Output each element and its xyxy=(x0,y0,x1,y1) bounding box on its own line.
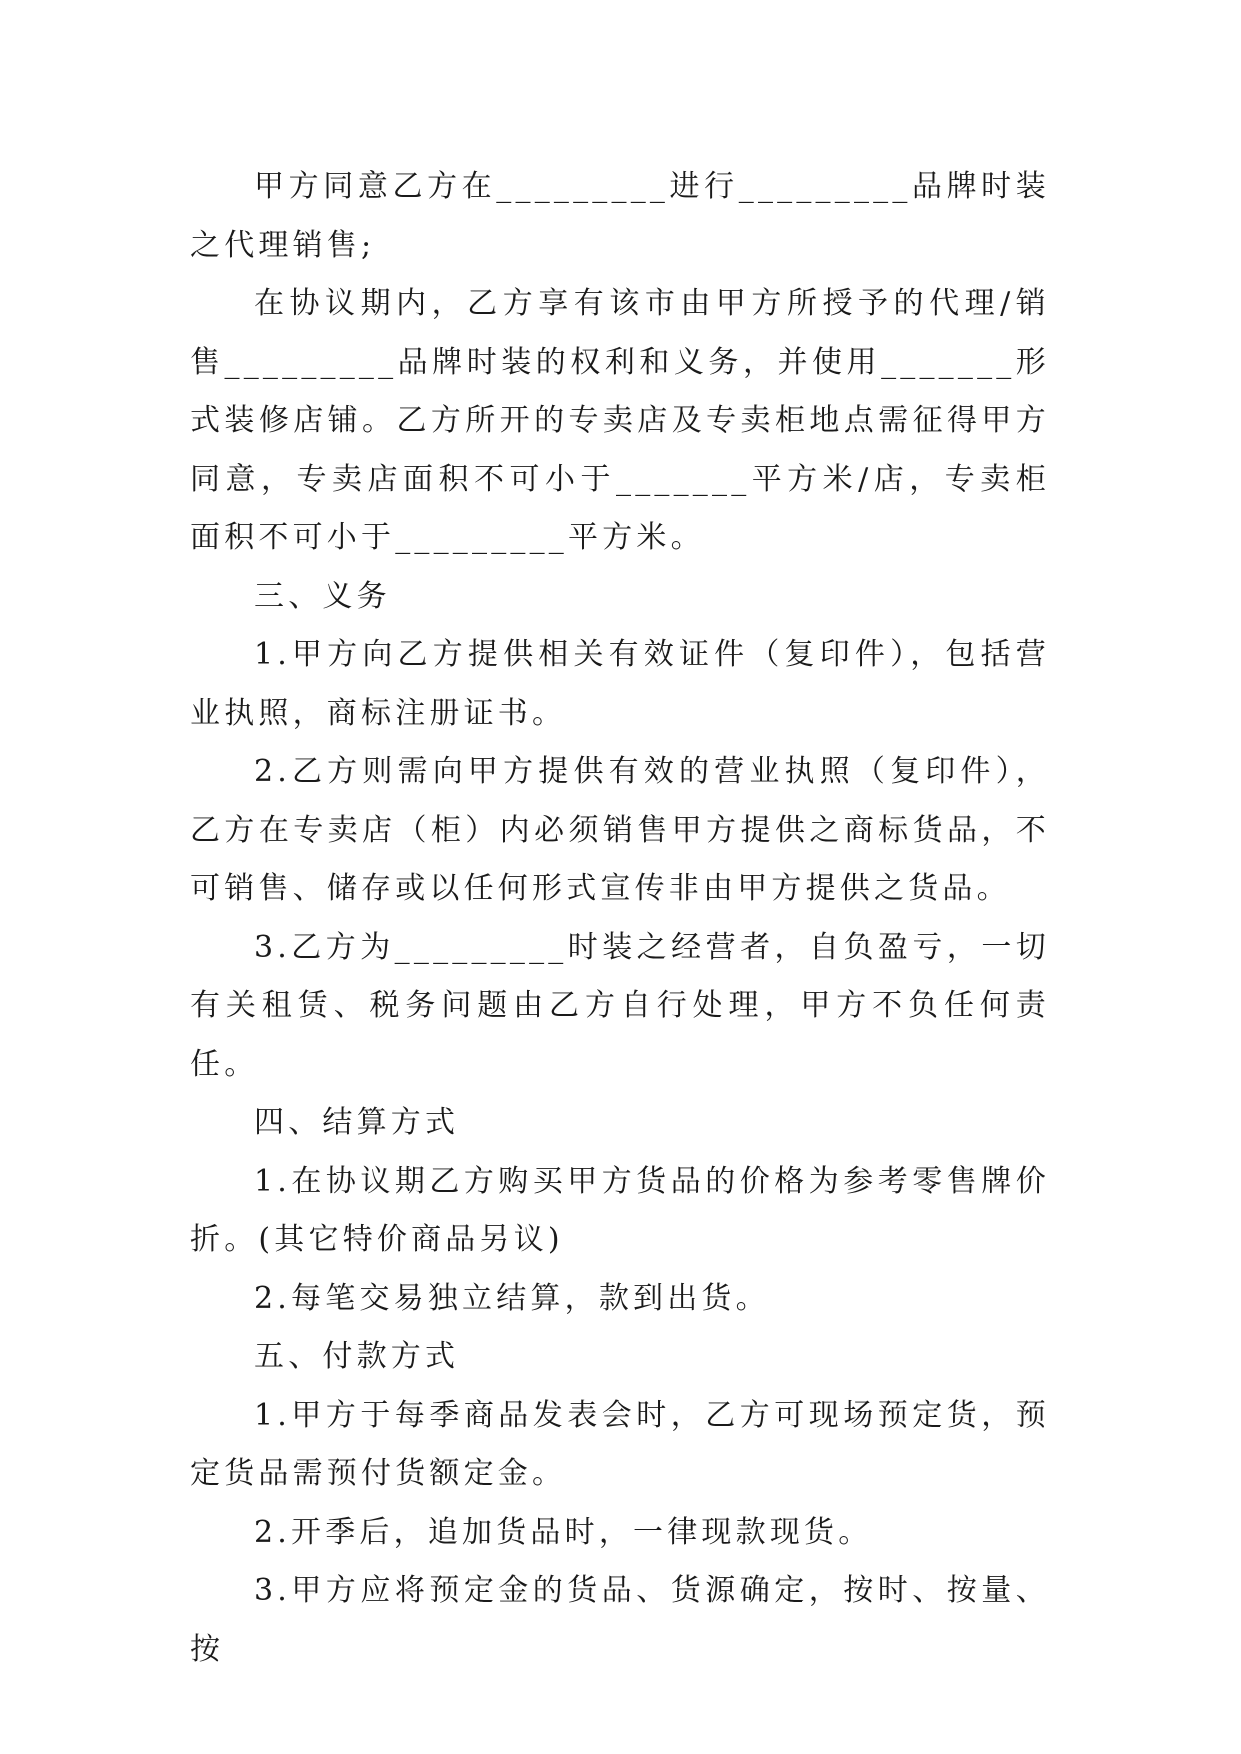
section-heading-settlement: 四、结算方式 xyxy=(254,1105,460,1140)
paragraph-payment-1: 1.甲方于每季商品发表会时，乙方可现场预定货，预定货品需预付货额定金。 xyxy=(190,1397,1050,1491)
paragraph-obligation-2: 2.乙方则需向甲方提供有效的营业执照（复印件），乙方在专卖店（柜）内必须销售甲方提供之商标货品，不可销售、储存或以任何形式宣传非由甲方提供之货品。 xyxy=(190,754,1050,906)
paragraph-obligation-3: 3.乙方为_________时装之经营者，自负盈亏，一切有关租赁、税务问题由乙方自行处理，甲方不负任何责任。 xyxy=(190,929,1050,1082)
paragraph-settlement-1: 1.在协议期乙方购买甲方货品的价格为参考零售牌价折。(其它特价商品另议) xyxy=(190,1163,1050,1257)
paragraph-settlement-2: 2.每笔交易独立结算，款到出货。 xyxy=(254,1280,770,1316)
paragraph-payment-3: 3.甲方应将预定金的货品、货源确定，按时、按量、按 xyxy=(190,1573,1050,1667)
paragraph-agency-rights: 在协议期内，乙方享有该市由甲方所授予的代理/销售_________品牌时装的权利和义务，并使用_______形式装修店铺。乙方所开的专卖店及专卖柜地点需征得甲方同意，专卖店面积不可小于_______平方米/店，专卖柜面积不可小于_________平方米。 xyxy=(190,286,1050,555)
paragraph-agency-scope: 甲方同意乙方在_________进行_________品牌时装之代理销售; xyxy=(190,169,1050,263)
paragraph-payment-2: 2.开季后，追加货品时，一律现款现货。 xyxy=(254,1514,873,1550)
paragraph-obligation-1: 1.甲方向乙方提供相关有效证件（复印件），包括营业执照，商标注册证书。 xyxy=(190,637,1050,731)
section-heading-payment: 五、付款方式 xyxy=(254,1339,460,1374)
document-body xyxy=(190,158,1050,1679)
section-heading-obligations: 三、义务 xyxy=(254,578,391,614)
